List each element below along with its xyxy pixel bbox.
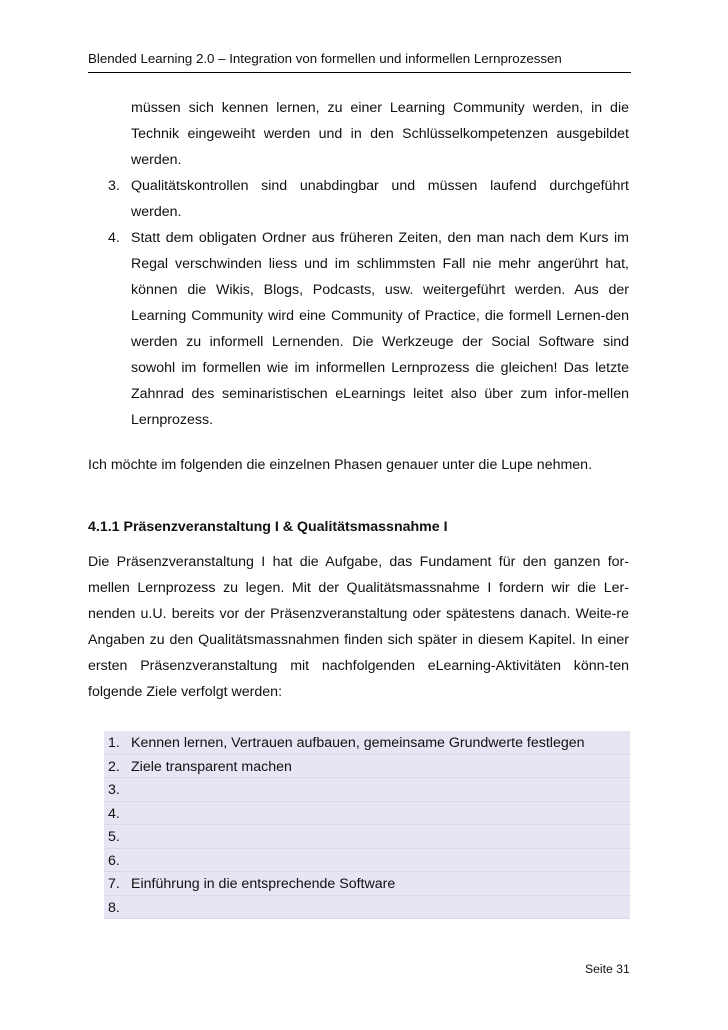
goal-number: 3. (108, 782, 120, 798)
goal-number: 5. (108, 829, 120, 845)
header-rule (88, 72, 631, 73)
section-heading: 4.1.1 Präsenzveranstaltung I & Qualitätsmassnahme I (88, 519, 448, 535)
goal-number: 8. (108, 899, 120, 916)
list-item-text: Statt dem obligaten Ordner aus früheren Zeiten, den man nach dem Kurs im Regal verschwinden liess und im schlimmsten Fall nie mehr angerührt hat, können die Wikis, Blogs, Podcasts, usw. weitergeführt werden. Aus der Learning Community wird eine Community of Practice, die formell Lernen-den werden zu informell Lernenden. Die Werkzeuge der Social Software sind sowohl im formellen wie im informellen Lernprozess die gleichen! Das letzte Zahnrad des seminaristischen eLearnings leitet also über zum infor-mellen Lernprozess. (131, 230, 629, 428)
list-item-text: Qualitätskontrollen sind unabdingbar und müssen laufend durchgeführt werden. (131, 178, 629, 220)
list-item-number: 3. (108, 178, 120, 194)
list-item-continuation: müssen sich kennen lernen, zu einer Learning Community werden, in die Technik eingeweiht werden und in den Schlüsselkompetenzen ausgebildet werden. (131, 100, 629, 168)
page-number: Seite 31 (585, 962, 630, 976)
section-paragraph: Die Präsenzveranstaltung I hat die Aufgabe, das Fundament für den ganzen for-mellen Lernprozess zu legen. Mit der Qualitätsmassnahme I fordern wir die Ler-nenden u.U. bereits vor der Präsenzveranstaltung oder spätestens danach. Weite-re Angaben zu den Qualitätsmassnahmen finden sich später in diesem Kapitel. In einer ersten Präsenzveranstaltung mit nachfolgenden eLearning-Aktivitäten könn-ten folgende Ziele verfolgt werden: (88, 554, 629, 700)
goal-item (104, 778, 630, 802)
goal-number: 1. (108, 735, 120, 751)
intro-paragraph: Ich möchte im folgenden die einzelnen Phasen genauer unter die Lupe nehmen. (88, 457, 593, 473)
goals-list (104, 731, 630, 919)
goal-item (104, 872, 630, 896)
goal-item (104, 755, 630, 779)
goal-item (104, 731, 630, 755)
goal-number: 2. (108, 758, 120, 775)
running-header: Blended Learning 2.0 – Integration von formellen und informellen Lernprozessen (88, 51, 562, 66)
goal-text: Einführung in die entsprechende Software (131, 876, 396, 892)
goal-item (104, 825, 630, 849)
goal-text: Ziele transparent machen (131, 758, 292, 775)
goal-item (104, 896, 630, 920)
goal-item (104, 802, 630, 826)
goal-number: 7. (108, 876, 120, 892)
goal-text: Kennen lernen, Vertrauen aufbauen, gemeinsame Grundwerte festlegen (131, 735, 585, 751)
goal-item (104, 849, 630, 873)
list-item-number: 4. (108, 230, 120, 246)
goal-number: 4. (108, 805, 120, 822)
goal-number: 6. (108, 852, 120, 869)
